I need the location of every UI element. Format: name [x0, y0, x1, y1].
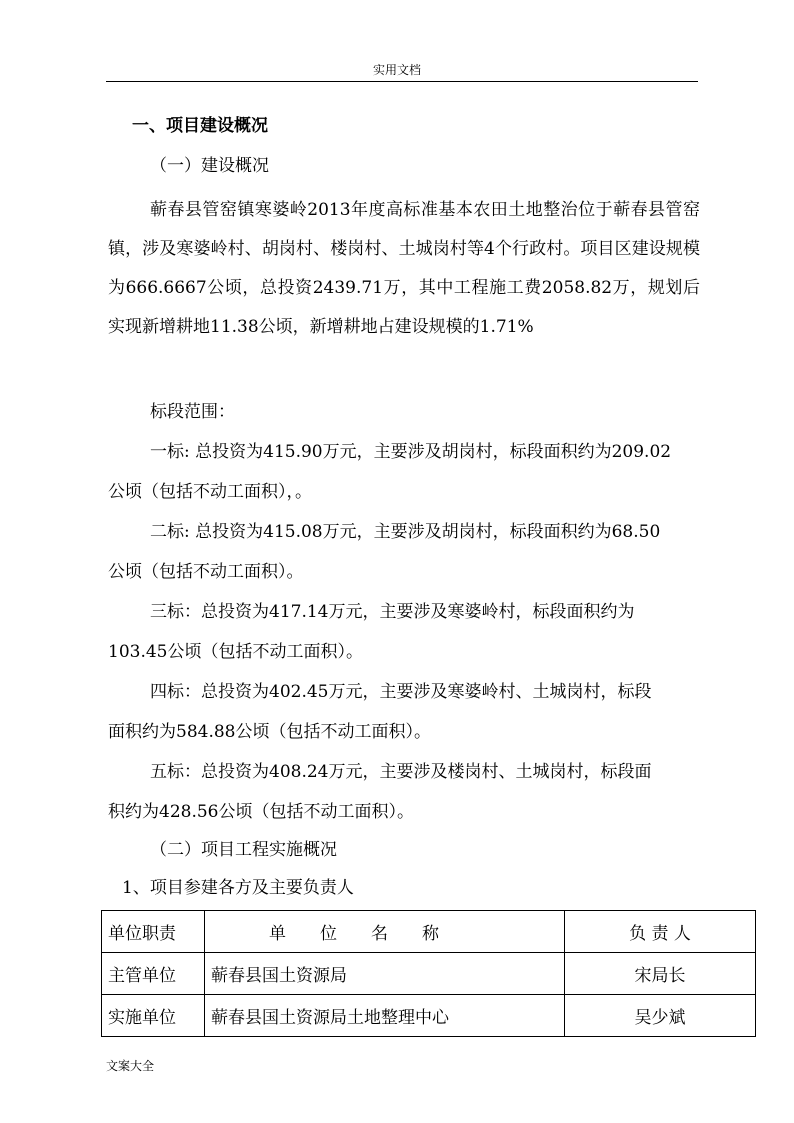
- section-2-line-2: 公顷（包括不动工面积）。: [108, 562, 304, 582]
- participants-table: [101, 910, 756, 1037]
- table-header-cell: 单 位 名 称: [205, 911, 565, 953]
- table-header-cell: 负 责 人: [565, 911, 756, 953]
- table-cell: 吴少斌: [565, 995, 756, 1037]
- page-header: 实用文档: [372, 63, 421, 77]
- table-row: [102, 953, 756, 995]
- table-header-cell: 单位职责: [102, 911, 205, 953]
- table-cell: 宋局长: [565, 953, 756, 995]
- table-cell: 主管单位: [102, 953, 205, 995]
- section-3-line-1: 三标：总投资为417.14万元，主要涉及寒婆岭村，标段面积约为: [150, 602, 635, 622]
- item-title-participants: 1、项目参建各方及主要负责人: [122, 878, 354, 898]
- table-row: [102, 995, 756, 1037]
- table-header-row: [102, 911, 756, 953]
- overview-paragraph: 蕲春县管窑镇寒婆岭2013年度高标准基本农田土地整治位于蕲春县管窑镇，涉及寒婆岭村、胡岗村、楼岗村、土城岗村等4个行政村。项目区建设规模为666.6667公顷，总投资2439.71万，其中工程施工费2058.82万，规划后实现新增耕地11.38公顷，新增耕地占建设规模的1.71%: [108, 200, 700, 337]
- table-cell: 蕲春县国土资源局土地整理中心: [205, 995, 565, 1037]
- page-footer: 文案大全: [106, 1059, 155, 1073]
- section-1-line-2: 公顷（包括不动工面积），。: [108, 482, 312, 502]
- subsection-title-overview: （一）建设概况: [150, 156, 269, 176]
- section-3-line-2: 103.45公顷（包括不动工面积）。: [108, 642, 363, 662]
- scope-label: 标段范围：: [150, 402, 235, 422]
- section-2-line-1: 二标: 总投资为415.08万元，主要涉及胡岗村，标段面积约为68.50: [150, 522, 661, 542]
- section-5-line-1: 五标：总投资为408.24万元，主要涉及楼岗村、土城岗村，标段面: [150, 762, 652, 782]
- section-title: 一、项目建设概况: [132, 116, 268, 136]
- section-5-line-2: 积约为428.56公顷（包括不动工面积）。: [108, 802, 414, 822]
- table-cell: 实施单位: [102, 995, 205, 1037]
- table-cell: 蕲春县国土资源局: [205, 953, 565, 995]
- section-4-line-2: 面积约为584.88公顷（包括不动工面积）。: [108, 722, 431, 742]
- header-divider: [106, 81, 698, 82]
- section-1-line-1: 一标: 总投资为415.90万元，主要涉及胡岗村，标段面积约为209.02: [150, 442, 672, 462]
- section-4-line-1: 四标：总投资为402.45万元，主要涉及寒婆岭村、土城岗村，标段: [150, 682, 652, 702]
- subsection-title-implementation: （二）项目工程实施概况: [150, 840, 337, 860]
